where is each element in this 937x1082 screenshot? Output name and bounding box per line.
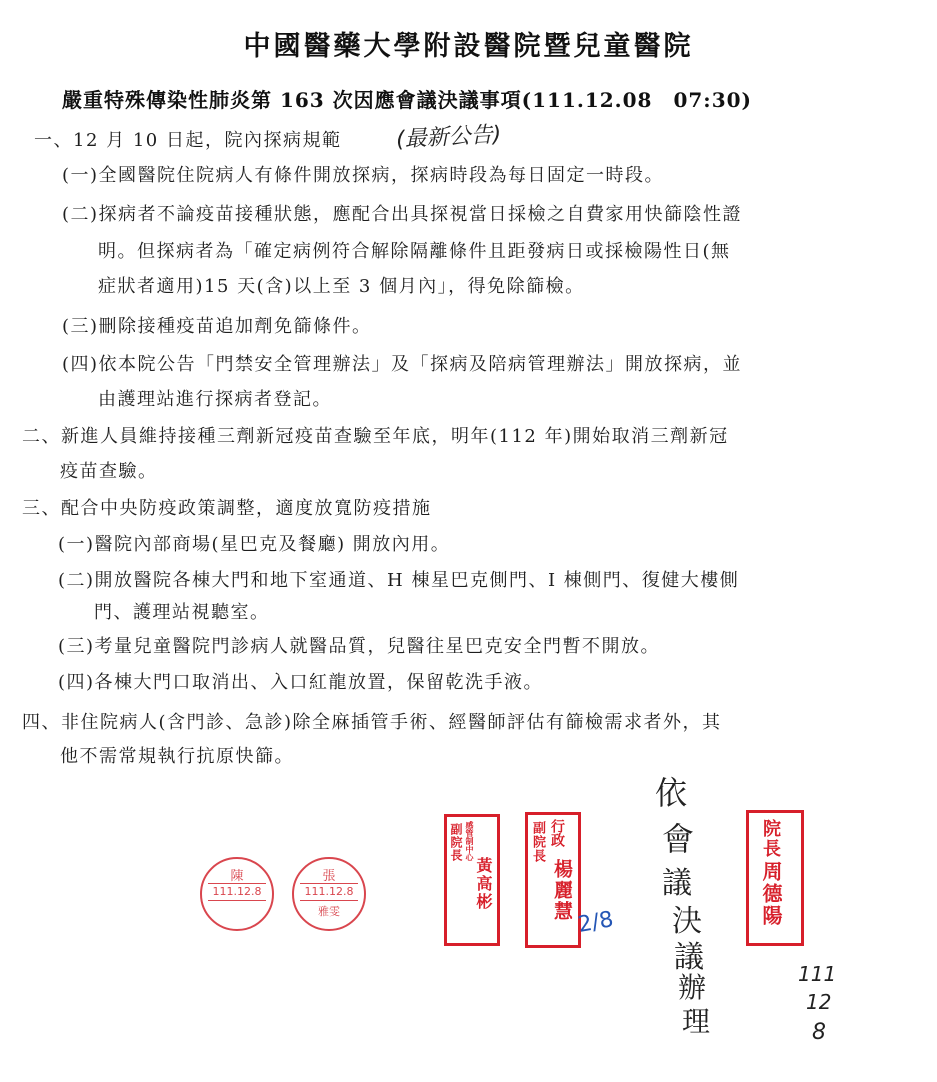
section-1-heading: 一、12 月 10 日起，院內探病規範: [34, 130, 342, 151]
handwritten-char-7: 理: [682, 1005, 711, 1038]
handwritten-char-3: 議: [662, 866, 692, 901]
document-subtitle: 嚴重特殊傳染性肺炎第 163 次因應會議決議事項(111.12.08 07:30): [62, 88, 752, 112]
handwritten-date-day: 8: [812, 1020, 826, 1045]
handwritten-initials: 2/8: [576, 907, 616, 938]
handwritten-char-1: 依: [655, 774, 688, 812]
round-stamp-chen: [200, 857, 274, 931]
section-3-item-4: (四)各棟大門口取消出、入口紅龍放置，保留乾洗手液。: [58, 672, 544, 693]
section-3-heading: 三、配合中央防疫政策調整，適度放寬防疫措施: [22, 498, 432, 519]
seal-vice-president-huang: [444, 814, 500, 946]
section-1-item-1: (一)全國醫院住院病人有條件開放探病，探病時段為每日固定一時段。: [62, 165, 665, 186]
seal-yang-dept: [550, 819, 564, 847]
seal-zhou-name: [761, 861, 781, 927]
seal-yang-name: [552, 859, 571, 922]
section-1-item-2: (二)探病者不論疫苗接種狀態，應配合出具探視當日採檢之自費家用快篩陰性證: [62, 204, 743, 225]
seal-huang-name-text: 黃高彬: [474, 857, 493, 911]
section-1-item-4: (四)依本院公告「門禁安全管理辦法」及「探病及陪病管理辦法」開放探病，並: [62, 354, 743, 375]
section-4-cont: 他不需常規執行抗原快篩。: [60, 746, 294, 767]
section-2-cont: 疫苗查驗。: [60, 461, 158, 482]
section-2: 二、新進人員維持接種三劑新冠疫苗查驗至年底，明年(112 年)開始取消三劑新冠: [22, 426, 729, 447]
seal-huang-title: [450, 823, 462, 862]
handwritten-date-month: 12: [806, 990, 832, 1014]
seal-huang-title-text: 副院長: [449, 823, 463, 862]
section-4: 四、非住院病人(含門診、急診)除全麻插管手術、經醫師評估有篩檢需求者外，其: [22, 712, 722, 733]
seal-president-zhou: [746, 810, 804, 946]
seal-zhou-name-text: 周德陽: [759, 861, 783, 927]
seal-zhou-title: [761, 819, 779, 859]
section-3-item-3: (三)考量兒童醫院門診病人就醫品質，兒醫往星巴克安全門暫不開放。: [58, 636, 661, 657]
handwritten-char-4: 決: [672, 904, 702, 939]
seal-yang-dept-text: 行政: [549, 819, 565, 847]
seal-yang-title: [531, 821, 544, 863]
round-stamp-zhang-date: 111.12.8: [300, 883, 358, 901]
section-1-item-2-cont-1: 明。但探病者為「確定病例符合解除隔離條件且距發病日或採檢陽性日(無: [98, 241, 731, 262]
handwritten-char-2: 會: [662, 820, 695, 858]
handwritten-note: (最新公告): [395, 122, 502, 153]
seal-yang-name-text: 楊麗慧: [551, 859, 573, 922]
section-1-item-2-cont-2: 症狀者適用)15 天(含)以上至 3 個月內」，得免除篩檢。: [98, 276, 585, 297]
section-1-item-4-cont: 由護理站進行探病者登記。: [98, 389, 332, 410]
section-1-item-3: (三)刪除接種疫苗追加劑免篩條件。: [62, 316, 372, 337]
seal-vice-president-yang: [525, 812, 581, 948]
seal-huang-dept: [465, 821, 473, 861]
document-title: 中國醫藥大學附設醫院暨兒童醫院: [243, 31, 694, 62]
round-stamp-chen-date: 111.12.8: [208, 883, 266, 901]
handwritten-char-5: 議: [674, 940, 704, 975]
round-stamp-zhang-surname: 張: [322, 869, 336, 884]
round-stamp-zhang-name: 雅雯: [318, 905, 340, 918]
seal-huang-name: [475, 857, 491, 911]
seal-zhou-title-text: 院長: [760, 819, 781, 859]
round-stamp-zhang: [292, 857, 366, 931]
section-3-item-1: (一)醫院內部商場(星巴克及餐廳) 開放內用。: [58, 534, 451, 555]
seal-yang-title-text: 副院長: [530, 821, 545, 863]
handwritten-char-6: 辦: [678, 971, 707, 1004]
seal-huang-dept-text: 感管制中心: [465, 821, 474, 861]
section-3-item-2-cont: 門、護理站視聽室。: [94, 602, 270, 623]
handwritten-date-year: 111: [798, 962, 837, 986]
section-3-item-2: (二)開放醫院各棟大門和地下室通道、H 棟星巴克側門、I 棟側門、復健大樓側: [58, 570, 740, 591]
round-stamp-chen-surname: 陳: [230, 869, 244, 884]
